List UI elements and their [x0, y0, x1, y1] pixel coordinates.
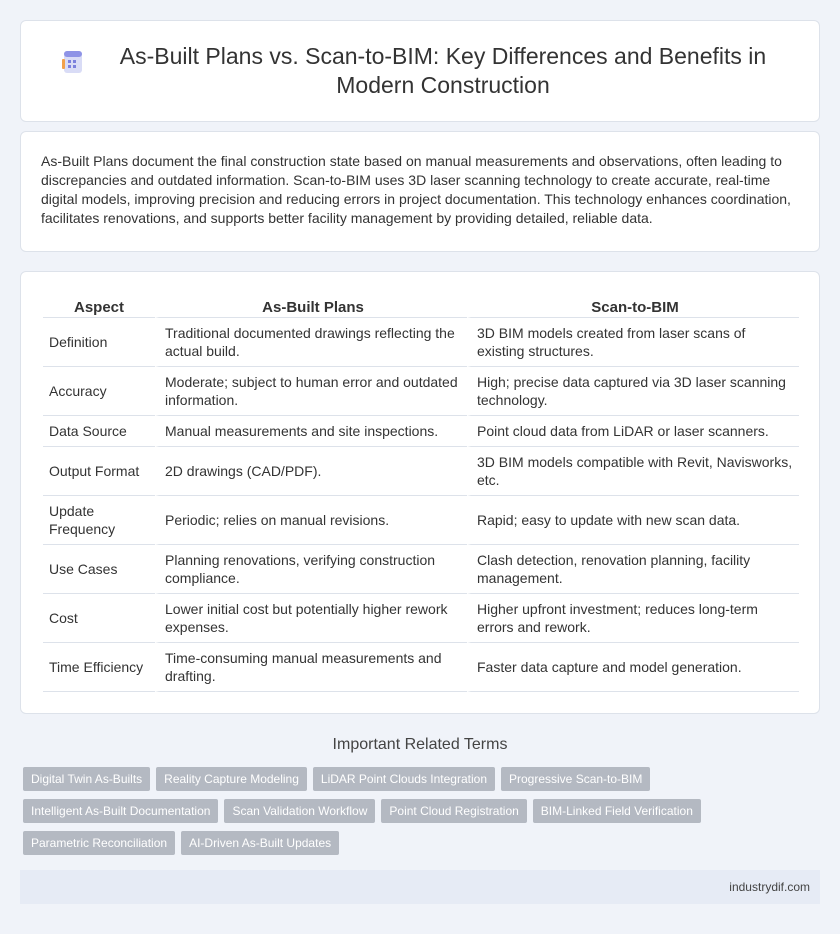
as-built-cell: 2D drawings (CAD/PDF).: [155, 447, 467, 496]
page-title: As-Built Plans vs. Scan-to-BIM: Key Differences and Benefits in Modern Construction: [119, 43, 767, 98]
as-built-cell: Lower initial cost but potentially higher rework expenses.: [155, 594, 467, 643]
related-term-tag[interactable]: Reality Capture Modeling: [156, 767, 307, 791]
scan-to-bim-cell: Rapid; easy to update with new scan data.: [467, 496, 799, 545]
as-built-cell: Planning renovations, verifying construction compliance.: [155, 545, 467, 594]
header-scan-to-bim: Scan-to-BIM: [467, 294, 799, 318]
scan-to-bim-cell: 3D BIM models compatible with Revit, Navisworks, etc.: [467, 447, 799, 496]
related-term-tag[interactable]: AI-Driven As-Built Updates: [181, 831, 339, 855]
as-built-cell: Periodic; relies on manual revisions.: [155, 496, 467, 545]
aspect-cell: Accuracy: [43, 367, 155, 416]
related-term-tag[interactable]: Parametric Reconciliation: [23, 831, 175, 855]
aspect-cell: Use Cases: [43, 545, 155, 594]
scan-to-bim-cell: Point cloud data from LiDAR or laser scanners.: [467, 416, 799, 447]
table-row: [43, 594, 799, 643]
scan-to-bim-cell: High; precise data captured via 3D laser scanning technology.: [467, 367, 799, 416]
comparison-card: [20, 271, 820, 714]
as-built-cell: Moderate; subject to human error and outdated information.: [155, 367, 467, 416]
table-row: [43, 416, 799, 447]
header-as-built: As-Built Plans: [155, 294, 467, 318]
related-term-tag[interactable]: Progressive Scan-to-BIM: [501, 767, 650, 791]
related-terms-title: Important Related Terms: [332, 736, 508, 753]
table-row: [43, 447, 799, 496]
related-term-tag[interactable]: LiDAR Point Clouds Integration: [313, 767, 495, 791]
title-card: [20, 20, 820, 122]
related-terms-list: [23, 767, 823, 863]
as-built-cell: Time-consuming manual measurements and drafting.: [155, 643, 467, 692]
aspect-cell: Data Source: [43, 416, 155, 447]
header-aspect: Aspect: [43, 294, 155, 318]
document-list-icon: [60, 49, 86, 75]
table-row: [43, 545, 799, 594]
related-term-tag[interactable]: Point Cloud Registration: [381, 799, 526, 823]
aspect-cell: Definition: [43, 318, 155, 367]
footer: [20, 870, 820, 904]
aspect-cell: Update Frequency: [43, 496, 155, 545]
aspect-cell: Cost: [43, 594, 155, 643]
related-term-tag[interactable]: BIM-Linked Field Verification: [533, 799, 701, 823]
table-row: [43, 367, 799, 416]
table-row: [43, 318, 799, 367]
as-built-cell: Traditional documented drawings reflecting the actual build.: [155, 318, 467, 367]
footer-site-link[interactable]: industrydif.com: [729, 880, 810, 894]
intro-text: As-Built Plans document the final construction state based on manual measurements and observations, often leading to discrepancies and outdated information. Scan-to-BIM uses 3D laser scanning technology to create accurate, real-time digital models, improving precision and reducing errors in project documentation. This technology enhances coordination, facilitates renovations, and supports better facility management by providing detailed, reliable data.: [41, 153, 791, 226]
aspect-cell: Output Format: [43, 447, 155, 496]
as-built-cell: Manual measurements and site inspections.: [155, 416, 467, 447]
related-term-tag[interactable]: Scan Validation Workflow: [224, 799, 375, 823]
intro-card: [20, 131, 820, 252]
scan-to-bim-cell: Clash detection, renovation planning, facility management.: [467, 545, 799, 594]
scan-to-bim-cell: Higher upfront investment; reduces long-term errors and rework.: [467, 594, 799, 643]
comparison-table: [43, 294, 799, 692]
aspect-cell: Time Efficiency: [43, 643, 155, 692]
related-term-tag[interactable]: Intelligent As-Built Documentation: [23, 799, 218, 823]
related-term-tag[interactable]: Digital Twin As-Builts: [23, 767, 150, 791]
table-row: [43, 643, 799, 692]
scan-to-bim-cell: Faster data capture and model generation.: [467, 643, 799, 692]
table-header-row: [43, 294, 799, 318]
table-row: [43, 496, 799, 545]
scan-to-bim-cell: 3D BIM models created from laser scans of existing structures.: [467, 318, 799, 367]
